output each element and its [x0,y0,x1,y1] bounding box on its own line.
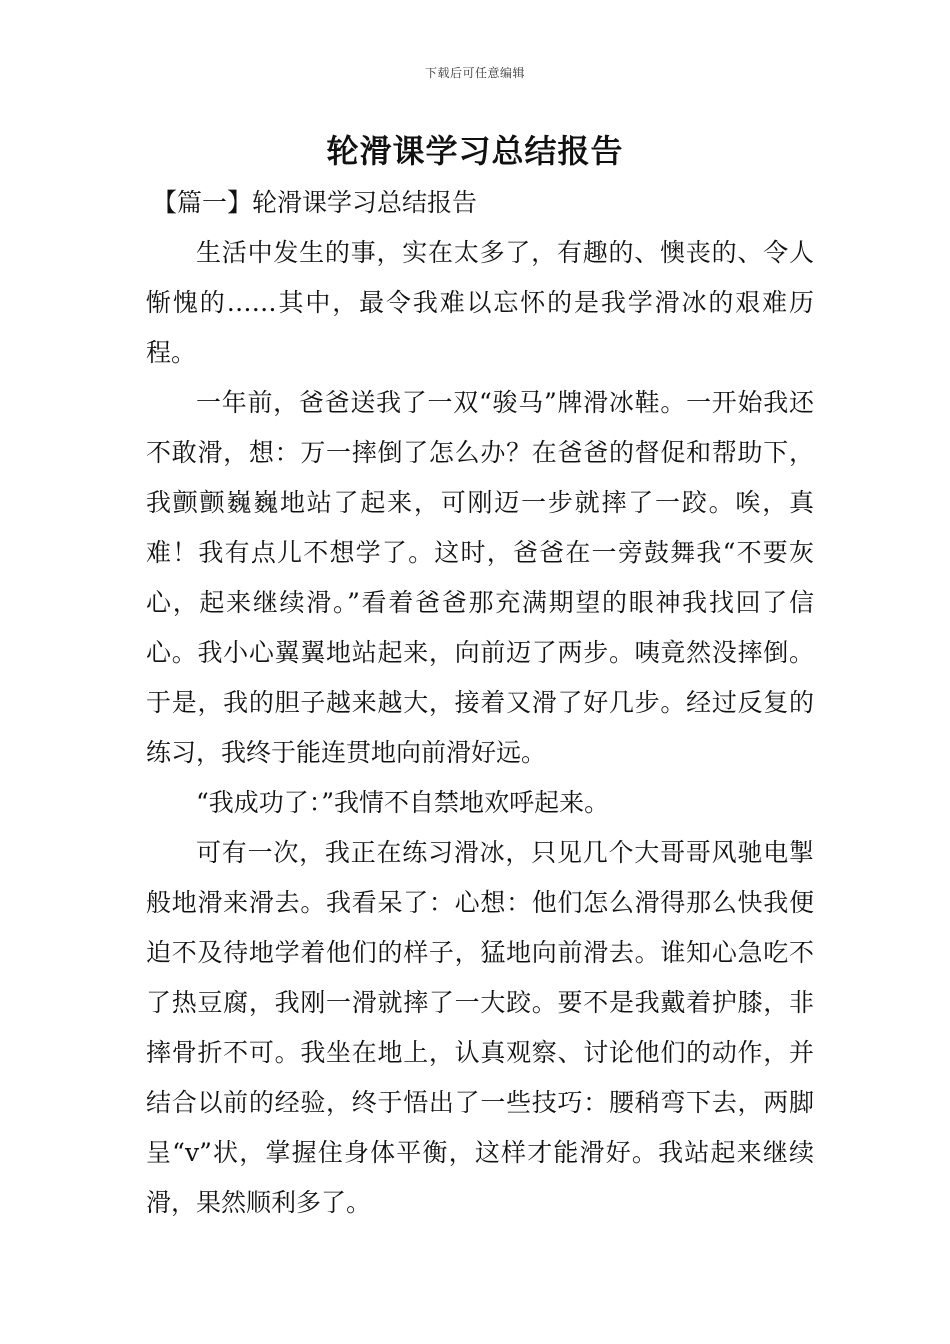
document-body [146,178,814,1228]
paragraph-4: 可有一次，我正在练习滑冰，只见几个大哥哥风驰电掣般地滑来滑去。我看呆了：心想：他们怎么滑得那么快我便迫不及待地学着他们的样子，猛地向前滑去。谁知心急吃不了热豆腐，我刚一滑就摔了一大跤。要不是我戴着护膝，非摔骨折不可。我坐在地上，认真观察、讨论他们的动作，并结合以前的经验，终于悟出了一些技巧：腰稍弯下去，两脚呈“v”状，掌握住身体平衡，这样才能滑好。我站起来继续滑，果然顺利多了。 [146,838,814,1217]
document-title: 轮滑课学习总结报告 [326,132,624,170]
section-label: 【篇一】轮滑课学习总结报告 [152,188,478,217]
header-note: 下载后可任意编辑 [424,66,525,80]
paragraph-3: “我成功了：”我情不自禁地欢呼起来。 [196,788,610,817]
paragraph-1: 生活中发生的事，实在太多了，有趣的、懊丧的、令人惭愧的……其中，最令我难以忘怀的是我学滑冰的艰难历程。 [146,238,814,367]
paragraph-2: 一年前，爸爸送我了一双“骏马”牌滑冰鞋。一开始我还不敢滑，想：万一摔倒了怎么办？在爸爸的督促和帮助下，我颤颤巍巍地站了起来，可刚迈一步就摔了一跤。唉，真难！我有点儿不想学了。这时，爸爸在一旁鼓舞我“不要灰心，起来继续滑。”看着爸爸那充满期望的眼神我找回了信心。我小心翼翼地站起来，向前迈了两步。咦竟然没摔倒。于是，我的胆子越来越大，接着又滑了好几步。经过反复的练习，我终于能连贯地向前滑好远。 [146,388,814,767]
